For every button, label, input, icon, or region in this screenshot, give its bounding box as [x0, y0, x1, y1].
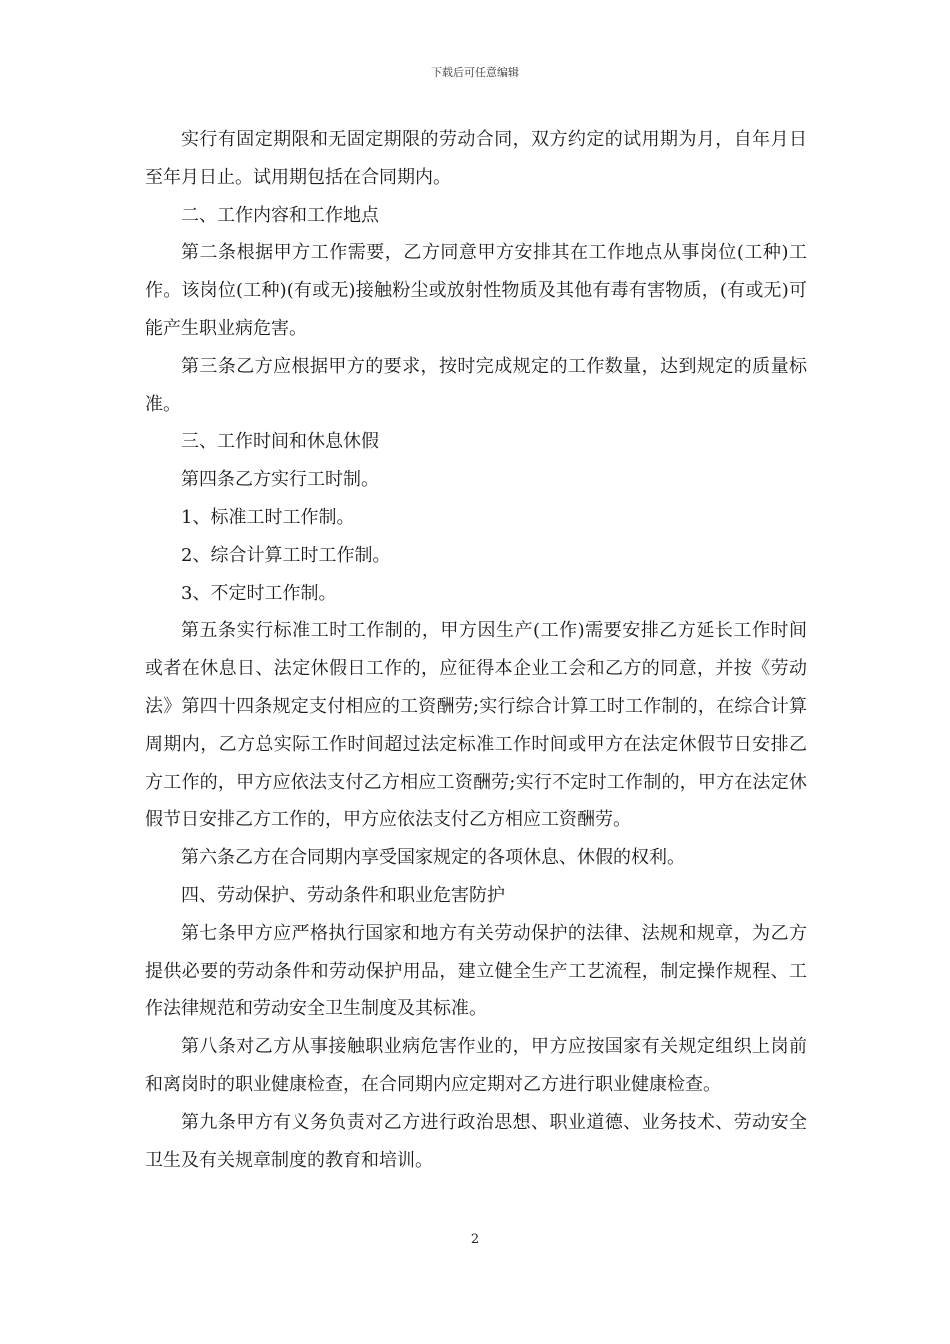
section-heading-labor-protection: 四、劳动保护、劳动条件和职业危害防护	[181, 884, 505, 906]
paragraph-article-9: 第九条甲方有义务负责对乙方进行政治思想、职业道德、业务技术、劳动安全卫生及有关规章制度的教育和培训。	[145, 1111, 807, 1171]
paragraph-article-8: 第八条对乙方从事接触职业病危害作业的，甲方应按国家有关规定组织上岗前和离岗时的职业健康检查，在合同期内应定期对乙方进行职业健康检查。	[145, 1036, 807, 1095]
paragraph-article-2: 第二条根据甲方工作需要，乙方同意甲方安排其在工作地点从事岗位(工种)工作。该岗位(工种)(有或无)接触粉尘或放射性物质及其他有毒有害物质，(有或无)可能产生职业病危害。	[145, 242, 807, 339]
list-item-flexible-hours: 3、不定时工作制。	[181, 582, 337, 604]
paragraph-article-3: 第三条乙方应根据甲方的要求，按时完成规定的工作数量，达到规定的质量标准。	[145, 355, 807, 415]
page-header: 下载后可任意编辑	[431, 66, 519, 79]
page-number: 2	[470, 1232, 480, 1247]
section-heading-work-hours: 三、工作时间和休息休假	[181, 431, 379, 453]
paragraph-probation: 实行有固定期限和无固定期限的劳动合同，双方约定的试用期为月，自年月日至年月日止。试用期包括在合同期内。	[145, 129, 807, 188]
list-item-comprehensive-hours: 2、综合计算工时工作制。	[181, 544, 391, 566]
section-heading-work-content: 二、工作内容和工作地点	[181, 204, 379, 226]
paragraph-article-6: 第六条乙方在合同期内享受国家规定的各项休息、休假的权利。	[181, 847, 685, 869]
paragraph-article-5: 第五条实行标准工时工作制的，甲方因生产(工作)需要安排乙方延长工作时间或者在休息日、法定休假日工作的，应征得本企业工会和乙方的同意，并按《劳动法》第四十四条规定支付相应的工资酬劳;实行综合计算工时工作制的，在综合计算周期内，乙方总实际工作时间超过法定标准工作时间或甲方在法定休假节日安排乙方工作的，甲方应依法支付乙方相应工资酬劳;实行不定时工作制的，甲方在法定休假节日安排乙方工作的，甲方应依法支付乙方相应工资酬劳。	[145, 620, 807, 831]
paragraph-article-4: 第四条乙方实行工时制。	[181, 469, 379, 491]
document-body	[145, 121, 807, 1179]
paragraph-article-7: 第七条甲方应严格执行国家和地方有关劳动保护的法律、法规和规章，为乙方提供必要的劳动条件和劳动保护用品，建立健全生产工艺流程，制定操作规程、工作法律规范和劳动安全卫生制度及其标准。	[145, 922, 807, 1020]
list-item-standard-hours: 1、标准工时工作制。	[181, 506, 355, 528]
